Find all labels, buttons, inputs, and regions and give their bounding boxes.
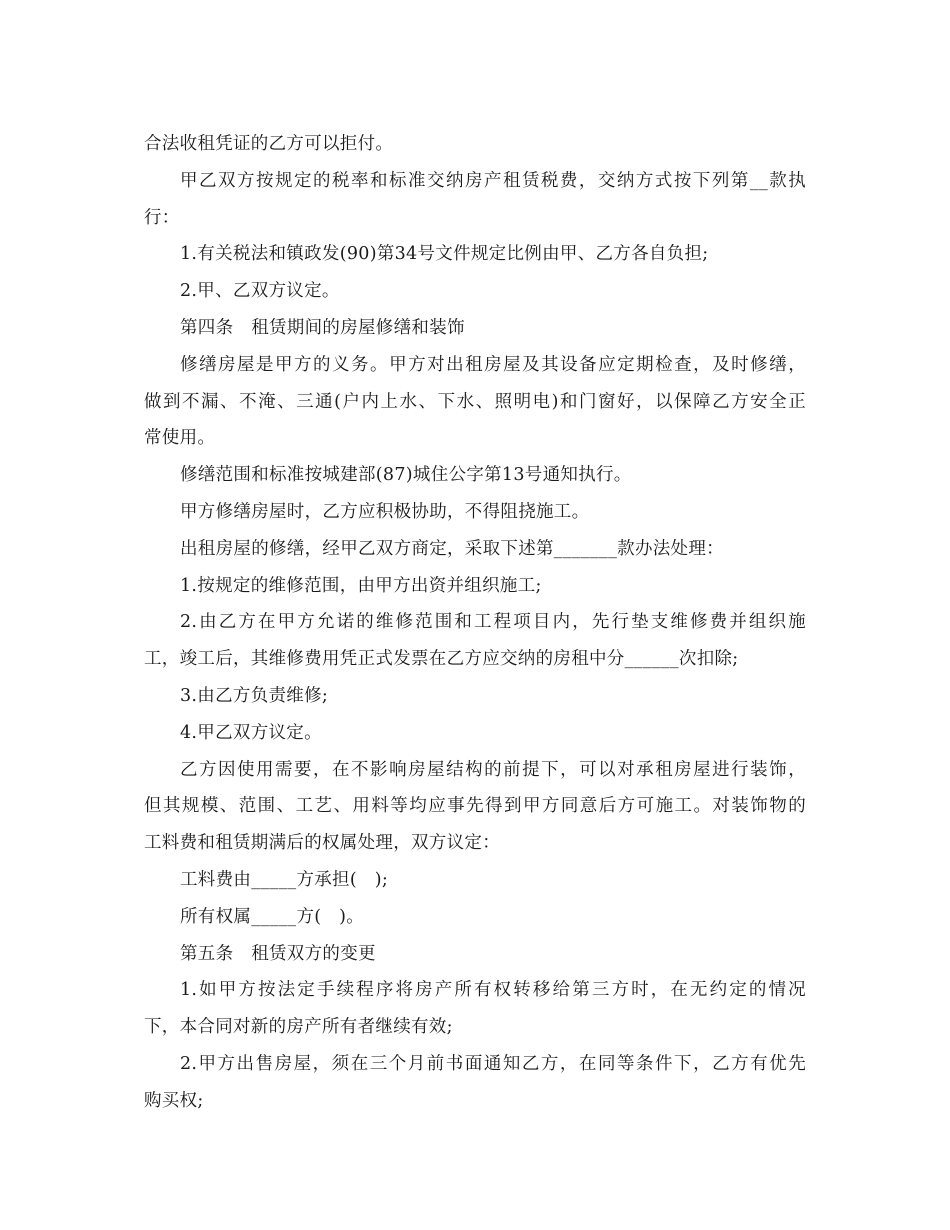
text-line: 工料费和租赁期满后的权属处理，双方议定： — [144, 833, 500, 854]
text-line: 2.甲、乙双方议定。 — [180, 281, 340, 302]
text-line: 常使用。 — [144, 428, 216, 449]
text-line: 做到不漏、不淹、三通(户内上水、下水、照明电)和门窗好，以保障乙方安全正 — [144, 391, 806, 412]
text-line: 第四条 租赁期间的房屋修缮和装饰 — [180, 317, 465, 338]
text-line: 1.按规定的维修范围，由甲方出资并组织施工; — [180, 575, 542, 596]
text-line: 修缮房屋是甲方的义务。甲方对出租房屋及其设备应定期检查，及时修缮， — [180, 354, 806, 375]
text-line: 1.如甲方按法定手续程序将房产所有权转移给第三方时，在无约定的情况 — [180, 980, 806, 1001]
document-body — [144, 126, 806, 1120]
text-line: 但其规模、范围、工艺、用料等均应事先得到甲方同意后方可施工。对装饰物的 — [144, 796, 806, 817]
text-line: 行： — [144, 207, 180, 228]
text-line: 甲乙双方按规定的税率和标准交纳房产租赁税费，交纳方式按下列第__款执 — [180, 170, 806, 191]
text-line: 1.有关税法和镇政发(90)第34号文件规定比例由甲、乙方各自负担; — [180, 244, 709, 265]
text-line: 购买权; — [144, 1090, 204, 1111]
text-line: 甲方修缮房屋时，乙方应积极协助，不得阻挠施工。 — [180, 501, 590, 522]
text-line: 工料费由_____方承担( ); — [180, 869, 389, 890]
text-line: 出租房屋的修缮，经甲乙双方商定，采取下述第_______款办法处理： — [180, 538, 724, 559]
text-line: 2.由乙方在甲方允诺的维修范围和工程项目内，先行垫支维修费并组织施 — [180, 612, 806, 633]
text-line: 3.由乙方负责维修; — [180, 685, 329, 706]
text-line: 修缮范围和标准按城建部(87)城住公字第13号通知执行。 — [180, 465, 632, 486]
text-line: 第五条 租赁双方的变更 — [180, 943, 376, 964]
text-line: 4.甲乙双方议定。 — [180, 722, 322, 743]
text-line: 合法收租凭证的乙方可以拒付。 — [144, 134, 394, 154]
text-line: 所有权属_____方( )。 — [180, 906, 365, 927]
text-line: 工，竣工后，其维修费用凭正式发票在乙方应交纳的房租中分______次扣除; — [144, 649, 739, 670]
text-line: 2.甲方出售房屋，须在三个月前书面通知乙方，在同等条件下，乙方有优先 — [180, 1053, 806, 1074]
text-line: 乙方因使用需要，在不影响房屋结构的前提下，可以对承租房屋进行装饰， — [180, 759, 806, 780]
text-line: 下，本合同对新的房产所有者继续有效; — [144, 1017, 453, 1038]
